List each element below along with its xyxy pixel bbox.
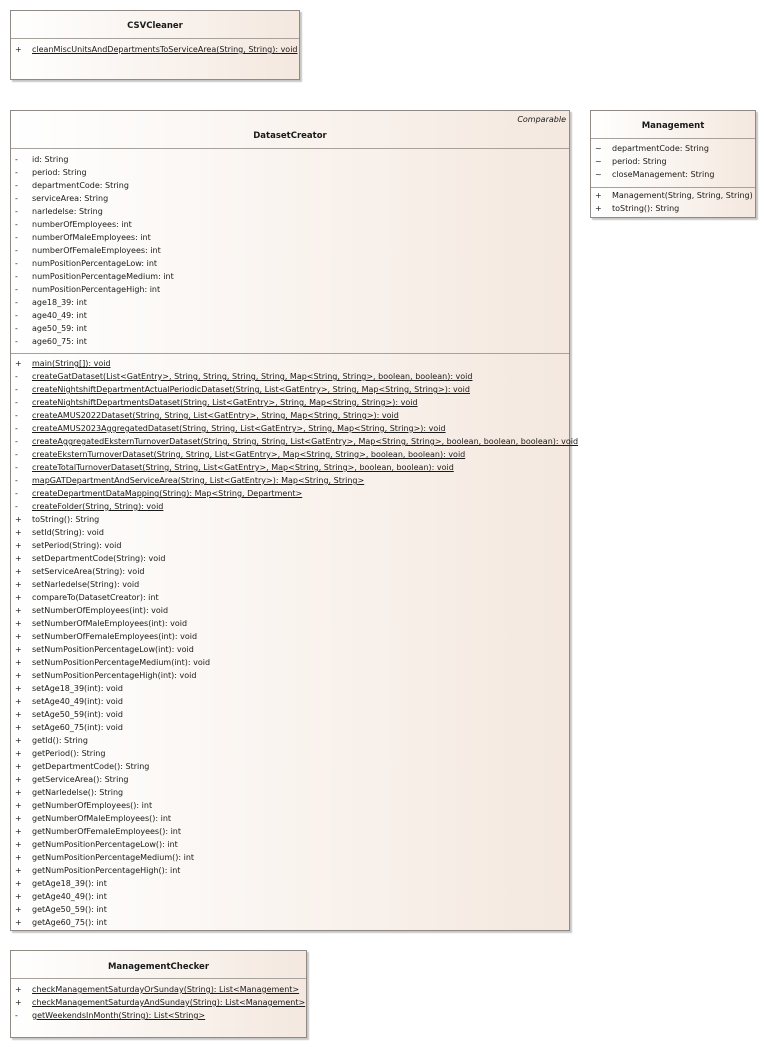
member-row (11, 760, 569, 773)
visibility-marker: + (15, 905, 22, 914)
member-signature: setNumPositionPercentageHigh(int): void (32, 671, 197, 680)
member-signature: getWeekendsInMonth(String): List<String> (32, 1011, 206, 1020)
member-row (11, 205, 569, 218)
member-signature: setId(String): void (32, 528, 104, 537)
member-signature: setNumberOfEmployees(int): void (32, 606, 169, 615)
member-row (591, 189, 755, 202)
member-row (11, 903, 569, 916)
member-row (11, 283, 569, 296)
visibility-marker: - (15, 476, 18, 485)
visibility-marker: - (15, 450, 18, 459)
visibility-marker: + (15, 827, 22, 836)
member-row (11, 166, 569, 179)
visibility-marker: + (15, 645, 22, 654)
member-signature: setDepartmentCode(String): void (32, 554, 166, 563)
member-signature: createAMUS2023AggregatedDataset(String, String, List<GatEntry>, String, Map<String, String>): void (32, 424, 446, 433)
member-row (11, 669, 569, 682)
visibility-marker: - (15, 285, 18, 294)
member-signature: numPositionPercentageMedium: int (32, 272, 174, 281)
member-signature: closeManagement: String (612, 170, 715, 179)
visibility-marker: - (15, 220, 18, 229)
visibility-marker: - (15, 398, 18, 407)
visibility-marker: + (15, 632, 22, 641)
member-signature: setPeriod(String): void (32, 541, 122, 550)
visibility-marker: + (15, 749, 22, 758)
member-signature: setAge18_39(int): void (32, 684, 123, 693)
member-row (11, 270, 569, 283)
member-signature: period: String (32, 168, 87, 177)
member-row (11, 383, 569, 396)
member-row (11, 983, 306, 996)
visibility-marker: + (15, 775, 22, 784)
visibility-marker: + (15, 801, 22, 810)
member-row (11, 890, 569, 903)
member-signature: narledelse: String (32, 207, 103, 216)
visibility-marker: - (15, 272, 18, 281)
visibility-marker: + (15, 593, 22, 602)
member-row (11, 825, 569, 838)
member-row (11, 721, 569, 734)
visibility-marker: ~ (595, 170, 602, 179)
member-signature: setAge60_75(int): void (32, 723, 123, 732)
member-signature: checkManagementSaturdayOrSunday(String): List<Management> (32, 985, 300, 994)
visibility-marker: + (15, 762, 22, 771)
member-signature: numPositionPercentageHigh: int (32, 285, 161, 294)
member-row (11, 309, 569, 322)
visibility-marker: + (15, 45, 22, 54)
member-row (11, 682, 569, 695)
visibility-marker: + (15, 541, 22, 550)
member-row (11, 591, 569, 604)
visibility-marker: + (15, 998, 22, 1007)
visibility-marker: - (15, 181, 18, 190)
member-row (11, 335, 569, 348)
member-row (11, 656, 569, 669)
member-signature: getAge40_49(): int (32, 892, 107, 901)
member-signature: createTotalTurnoverDataset(String, String, List<GatEntry>, Map<String, String>, boolean, boolean): void (32, 463, 454, 472)
member-row (11, 916, 569, 929)
visibility-marker: - (15, 168, 18, 177)
visibility-marker: - (15, 311, 18, 320)
visibility-marker: + (595, 204, 602, 213)
member-row (11, 396, 569, 409)
member-signature: getNarledelse(): String (32, 788, 124, 797)
class-header (591, 111, 755, 139)
member-row (11, 799, 569, 812)
visibility-marker: + (15, 684, 22, 693)
member-signature: getNumberOfFemaleEmployees(): int (32, 827, 182, 836)
visibility-marker: - (15, 233, 18, 242)
visibility-marker: - (15, 194, 18, 203)
class-stereotype: Comparable (517, 115, 566, 124)
visibility-marker: + (15, 723, 22, 732)
visibility-marker: + (15, 788, 22, 797)
member-signature: getId(): String (32, 736, 88, 745)
visibility-marker: + (15, 606, 22, 615)
member-row (11, 231, 569, 244)
member-row (11, 695, 569, 708)
member-signature: departmentCode: String (612, 144, 709, 153)
visibility-marker: + (15, 554, 22, 563)
visibility-marker: - (15, 424, 18, 433)
member-row (591, 168, 755, 181)
member-row (11, 153, 569, 166)
visibility-marker: + (15, 879, 22, 888)
attributes-section (591, 139, 755, 187)
member-signature: getAge18_39(): int (32, 879, 107, 888)
member-signature: getServiceArea(): String (32, 775, 129, 784)
member-signature: toString(): String (32, 515, 100, 524)
member-row (11, 877, 569, 890)
member-row (11, 218, 569, 231)
member-signature: departmentCode: String (32, 181, 129, 190)
visibility-marker: - (15, 324, 18, 333)
member-signature: getDepartmentCode(): String (32, 762, 150, 771)
visibility-marker: - (15, 372, 18, 381)
visibility-marker: - (15, 155, 18, 164)
member-signature: main(String[]): void (32, 359, 111, 368)
member-row (11, 179, 569, 192)
visibility-marker: ~ (595, 157, 602, 166)
member-row (11, 422, 569, 435)
member-row (11, 513, 569, 526)
member-signature: setNarledelse(String): void (32, 580, 140, 589)
class-name: CSVCleaner (127, 21, 183, 31)
member-signature: Management(String, String, String) (612, 191, 753, 200)
class-datasetcreator[interactable] (10, 110, 579, 931)
visibility-marker: + (15, 892, 22, 901)
class-header (11, 11, 299, 39)
visibility-marker: + (15, 619, 22, 628)
member-row (11, 448, 569, 461)
methods-section (11, 979, 306, 1022)
member-signature: id: String (32, 155, 69, 164)
visibility-marker: - (15, 259, 18, 268)
member-row (11, 526, 569, 539)
visibility-marker: + (15, 580, 22, 589)
visibility-marker: + (15, 866, 22, 875)
class-name: ManagementChecker (107, 962, 210, 972)
class-header (11, 111, 569, 149)
member-row (11, 474, 569, 487)
visibility-marker: + (15, 710, 22, 719)
member-signature: compareTo(DatasetCreator): int (32, 593, 159, 602)
member-signature: getNumberOfEmployees(): int (32, 801, 153, 810)
visibility-marker: - (15, 502, 18, 511)
member-signature: getAge50_59(): int (32, 905, 107, 914)
member-signature: age40_49: int (32, 311, 87, 320)
member-row (11, 370, 569, 383)
member-signature: getNumPositionPercentageMedium(): int (32, 853, 195, 862)
visibility-marker: - (15, 437, 18, 446)
methods-section (591, 187, 755, 215)
class-management[interactable] (590, 110, 756, 218)
member-row (11, 1009, 306, 1022)
member-row (11, 244, 569, 257)
methods-section (11, 39, 299, 56)
member-signature: toString(): String (612, 204, 680, 213)
methods-section (11, 353, 579, 929)
member-signature: numberOfFemaleEmployees: int (32, 246, 161, 255)
visibility-marker: - (15, 1011, 18, 1020)
member-row (11, 539, 569, 552)
member-signature: getAge60_75(): int (32, 918, 107, 927)
visibility-marker: + (15, 671, 22, 680)
member-row (11, 838, 569, 851)
member-signature: createDepartmentDataMapping(String): Map<String, Department> (32, 489, 303, 498)
member-signature: numberOfMaleEmployees: int (32, 233, 151, 242)
member-row (11, 747, 569, 760)
visibility-marker: ~ (595, 144, 602, 153)
class-csvcleaner[interactable] (10, 10, 300, 80)
member-row (11, 357, 569, 370)
member-signature: period: String (612, 157, 667, 166)
member-row (11, 864, 569, 877)
visibility-marker: - (15, 385, 18, 394)
class-header (11, 951, 306, 979)
visibility-marker: + (15, 736, 22, 745)
member-signature: age50_59: int (32, 324, 87, 333)
member-signature: createAMUS2022Dataset(String, String, List<GatEntry>, String, Map<String, String>): void (32, 411, 399, 420)
member-signature: getNumPositionPercentageLow(): int (32, 840, 178, 849)
member-row (11, 435, 579, 448)
visibility-marker: + (15, 528, 22, 537)
visibility-marker: - (15, 489, 18, 498)
visibility-marker: - (15, 463, 18, 472)
attributes-section (11, 149, 569, 353)
member-row (11, 322, 569, 335)
member-row (591, 142, 755, 155)
member-signature: getNumPositionPercentageHigh(): int (32, 866, 181, 875)
member-signature: checkManagementSaturdayAndSunday(String): List<Management> (32, 998, 306, 1007)
member-signature: createNightshiftDepartmentActualPeriodicDataset(String, List<GatEntry>, String, Map<String, String>): void (32, 385, 470, 394)
member-signature: setNumberOfFemaleEmployees(int): void (32, 632, 198, 641)
class-name: DatasetCreator (253, 131, 327, 141)
member-signature: getPeriod(): String (32, 749, 106, 758)
member-signature: createGatDataset(List<GatEntry>, String, String, String, String, Map<String, String>, boolean, boolean): void (32, 372, 473, 381)
member-row (11, 578, 569, 591)
member-row (11, 617, 569, 630)
member-row (11, 604, 569, 617)
member-row (11, 812, 569, 825)
member-signature: numPositionPercentageLow: int (32, 259, 158, 268)
member-signature: setAge50_59(int): void (32, 710, 123, 719)
member-row (11, 773, 569, 786)
member-row (11, 630, 569, 643)
member-row (11, 851, 569, 864)
class-managementchecker[interactable] (10, 950, 307, 1038)
member-signature: age18_39: int (32, 298, 87, 307)
member-signature: setNumPositionPercentageLow(int): void (32, 645, 194, 654)
visibility-marker: + (15, 658, 22, 667)
member-row (11, 996, 306, 1009)
class-name: Management (641, 121, 705, 131)
member-signature: setNumberOfMaleEmployees(int): void (32, 619, 188, 628)
member-signature: cleanMiscUnitsAndDepartmentsToServiceArea(String, String): void (32, 45, 298, 54)
member-row (11, 643, 569, 656)
visibility-marker: + (15, 853, 22, 862)
member-signature: createAggregatedEksternTurnoverDataset(String, String, String, List<GatEntry>, Map<String, String>, boolean, boolean, boolean): void (32, 437, 579, 446)
visibility-marker: + (15, 697, 22, 706)
member-row (11, 296, 569, 309)
member-row (11, 500, 569, 513)
member-signature: setAge40_49(int): void (32, 697, 123, 706)
member-signature: createNightshiftDepartmentsDataset(String, List<GatEntry>, String, Map<String, String>): void (32, 398, 418, 407)
member-row (11, 461, 569, 474)
member-signature: getNumberOfMaleEmployees(): int (32, 814, 172, 823)
member-row (591, 202, 755, 215)
member-signature: serviceArea: String (32, 194, 109, 203)
member-row (11, 565, 569, 578)
visibility-marker: - (15, 207, 18, 216)
visibility-marker: - (15, 246, 18, 255)
member-row (11, 43, 299, 56)
member-row (591, 155, 755, 168)
visibility-marker: + (595, 191, 602, 200)
member-row (11, 192, 569, 205)
member-signature: createEksternTurnoverDataset(String, String, List<GatEntry>, Map<String, String>, boolean, boolean): void (32, 450, 466, 459)
visibility-marker: + (15, 840, 22, 849)
member-signature: numberOfEmployees: int (32, 220, 132, 229)
member-row (11, 257, 569, 270)
member-signature: setNumPositionPercentageMedium(int): void (32, 658, 211, 667)
visibility-marker: + (15, 567, 22, 576)
visibility-marker: + (15, 985, 22, 994)
visibility-marker: - (15, 298, 18, 307)
member-row (11, 409, 569, 422)
member-row (11, 552, 569, 565)
member-signature: mapGATDepartmentAndServiceArea(String, List<GatEntry>): Map<String, String> (32, 476, 365, 485)
visibility-marker: + (15, 918, 22, 927)
member-signature: createFolder(String, String): void (32, 502, 164, 511)
member-signature: setServiceArea(String): void (32, 567, 145, 576)
visibility-marker: + (15, 814, 22, 823)
visibility-marker: + (15, 359, 22, 368)
member-row (11, 487, 569, 500)
visibility-marker: - (15, 411, 18, 420)
member-signature: age60_75: int (32, 337, 87, 346)
visibility-marker: + (15, 515, 22, 524)
member-row (11, 786, 569, 799)
member-row (11, 708, 569, 721)
member-row (11, 734, 569, 747)
visibility-marker: - (15, 337, 18, 346)
